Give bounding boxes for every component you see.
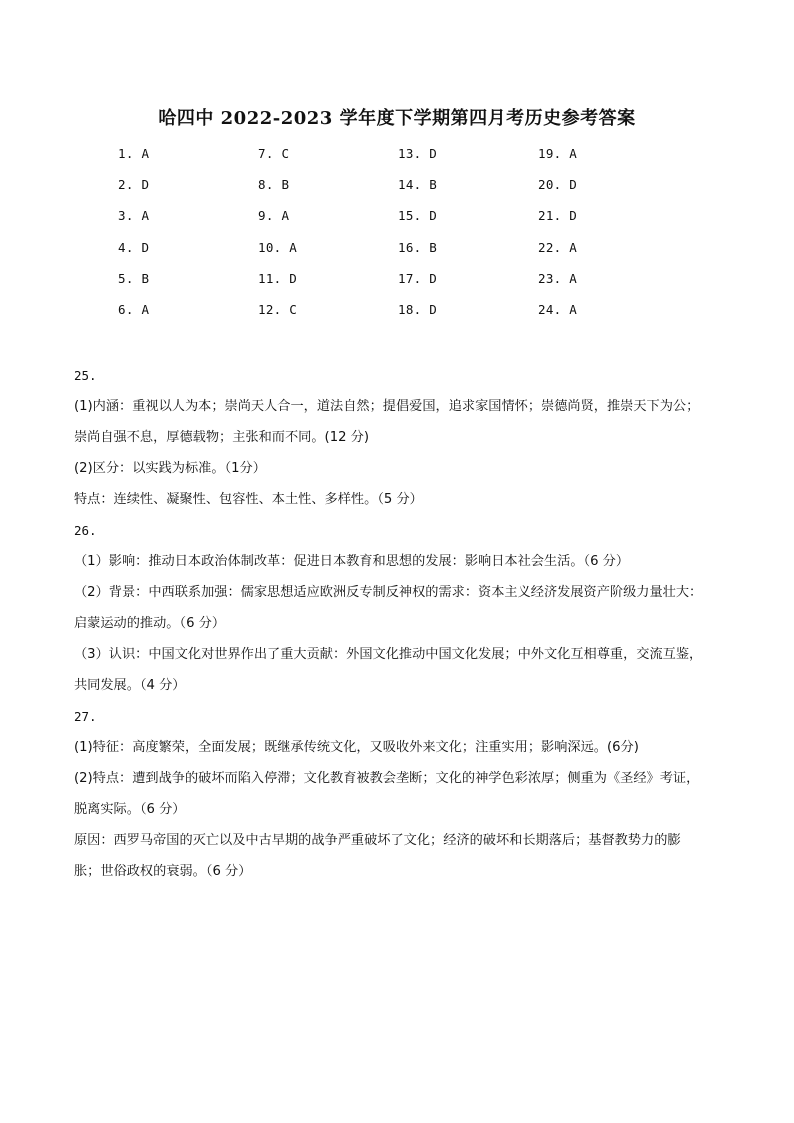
answer-item: 4. D <box>118 239 150 255</box>
answer-line: (2)区分：以实践为标准。（1分） <box>74 461 266 476</box>
answer-item: 15. D <box>398 208 438 224</box>
answer-line: (1)特征：高度繁荣，全面发展；既继承传统文化，又吸收外来文化；注重实用；影响深远。(6分) <box>74 740 639 755</box>
answer-item: 7. C <box>258 146 290 162</box>
answer-item: 13. D <box>398 146 438 162</box>
answer-item: 16. B <box>398 239 438 255</box>
multiple-choice-answers <box>118 138 678 325</box>
answer-line: 启蒙运动的推动。（6 分） <box>74 616 226 631</box>
question-number: 27. <box>74 709 97 724</box>
essay-answers <box>74 360 734 887</box>
answer-line: 共同发展。（4 分） <box>74 678 186 693</box>
answer-line: (1)内涵：重视以人为本；崇尚天人合一，道法自然；提倡爱国，追求家国情怀；崇德尚贤，推崇天下为公； <box>74 399 700 414</box>
answer-item: 20. D <box>538 177 578 193</box>
answer-line: 特点：连续性、凝聚性、包容性、本土性、多样性。（5 分） <box>74 492 423 507</box>
answer-line: （3）认识：中国文化对世界作出了重大贡献：外国文化推动中国文化发展；中外文化互相尊重，交流互鉴， <box>74 647 703 662</box>
answer-row <box>118 169 678 200</box>
answer-item: 14. B <box>398 177 438 193</box>
answer-item: 24. A <box>538 302 578 318</box>
answer-row <box>118 263 678 294</box>
question-number: 26. <box>74 523 97 538</box>
answer-line: （2）背景：中西联系加强：儒家思想适应欧洲反专制反神权的需求：资本主义经济发展资产阶级力量壮大： <box>74 585 703 600</box>
answer-row <box>118 294 678 325</box>
answer-item: 6. A <box>118 302 150 318</box>
page-title: 哈四中 2022-2023 学年度下学期第四月考历史参考答案 <box>158 108 636 129</box>
answer-row <box>118 232 678 263</box>
answer-item: 12. C <box>258 302 298 318</box>
answer-line: 崇尚自强不息，厚德载物；主张和而不同。(12 分) <box>74 430 370 445</box>
answer-row <box>118 138 678 169</box>
answer-item: 10. A <box>258 239 298 255</box>
answer-row <box>118 200 678 231</box>
answer-line: 脱离实际。（6 分） <box>74 802 186 817</box>
answer-item: 1. A <box>118 146 150 162</box>
answer-item: 8. B <box>258 177 290 193</box>
answer-line: (2)特点：遭到战争的破坏而陷入停滞；文化教育被教会垄断；文化的神学色彩浓厚；侧重为《圣经》考证， <box>74 771 700 786</box>
answer-line: 原因：西罗马帝国的灭亡以及中古早期的战争严重破坏了文化；经济的破坏和长期落后；基督教势力的膨 <box>74 833 681 848</box>
answer-line: 胀；世俗政权的衰弱。（6 分） <box>74 864 252 879</box>
answer-item: 22. A <box>538 239 578 255</box>
answer-item: 3. A <box>118 208 150 224</box>
answer-item: 17. D <box>398 270 438 286</box>
answer-item: 9. A <box>258 208 290 224</box>
question-number: 25. <box>74 368 97 383</box>
answer-item: 2. D <box>118 177 150 193</box>
answer-line: （1）影响：推动日本政治体制改革：促进日本教育和思想的发展：影响日本社会生活。（6 分） <box>74 554 630 569</box>
answer-item: 18. D <box>398 302 438 318</box>
answer-item: 11. D <box>258 270 298 286</box>
answer-item: 21. D <box>538 208 578 224</box>
answer-item: 23. A <box>538 270 578 286</box>
answer-item: 19. A <box>538 146 578 162</box>
answer-item: 5. B <box>118 270 150 286</box>
